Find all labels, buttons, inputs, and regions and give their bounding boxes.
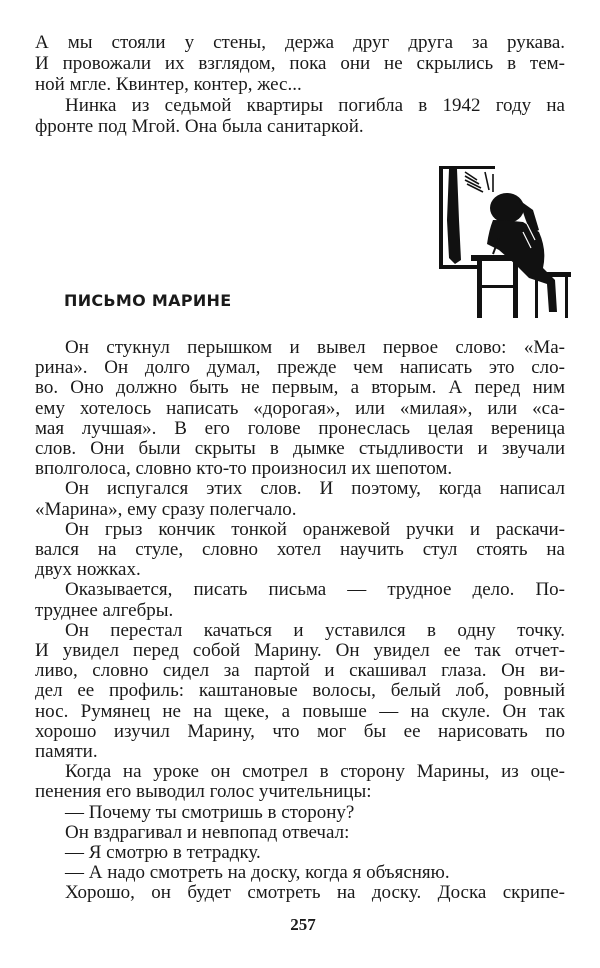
paragraph [35, 479, 565, 519]
text-line: слов. Они были скрыты в дымке стыдливости и звучали [35, 438, 565, 460]
paragraph [35, 32, 565, 95]
paragraph [35, 823, 565, 843]
paragraph [35, 621, 565, 762]
paragraph [35, 95, 565, 137]
text-line: — Почему ты смотришь в сторону? [65, 801, 355, 823]
text-line: Хорошо, он будет смотреть на доску. Доска скрипе- [65, 882, 565, 904]
text-line: вался на стуле, словно хотел научить стул стоять на [35, 539, 565, 561]
text-line: мая лучшая». В его голове пронеслась целая вереница [35, 417, 565, 439]
text-line: Он испугался этих слов. И поэтому, когда написал [65, 478, 565, 500]
text-line: Оказывается, писать письма — трудное дело. По- [65, 579, 565, 601]
text-line: — А надо смотреть на доску, когда я объясняю. [65, 862, 450, 884]
paragraph [35, 843, 565, 863]
paragraph [35, 863, 565, 883]
paragraph [35, 803, 565, 823]
text-line: «Марина», ему сразу полегчало. [35, 498, 297, 520]
text-line: дел ее профиль: каштановые волосы, белый лоб, ровный [35, 680, 565, 702]
paragraph [35, 520, 565, 581]
text-line: фронте под Мгой. Она была санитаркой. [35, 116, 364, 137]
text-line: Он вздрагивал и невпопад отвечал: [65, 821, 350, 843]
text-line: Когда на уроке он смотрел в сторону Марины, из оце- [65, 761, 565, 783]
text-line: двух ножках. [35, 559, 141, 581]
page-number: 257 [290, 915, 316, 934]
text-line: пенения его выводил голос учительницы: [35, 781, 372, 803]
text-line: вполголоса, словно кто-то произносил их шепотом. [35, 458, 453, 480]
text-line: хорошо изучил Марину, что мог бы ее нарисовать по [35, 720, 565, 742]
text-line: И провожали их взглядом, пока они не скрылись в тем- [35, 53, 565, 74]
text-line: ливо, словно сидел за партой и скашивал глаза. Он ви- [35, 660, 565, 682]
chapter-heading: ПИСЬМО МАРИНЕ [64, 291, 232, 310]
text-line: Он грыз кончик тонкой оранжевой ручки и раскачи- [65, 518, 565, 540]
text-block-top [35, 32, 565, 137]
text-line: Нинка из седьмой квартиры погибла в 1942 году на [65, 95, 565, 116]
paragraph [35, 883, 565, 903]
paragraph [35, 338, 565, 479]
text-line: труднее алгебры. [35, 599, 174, 621]
text-line: — Я смотрю в тетрадку. [65, 842, 261, 864]
text-line: во. Оно должно быть не первым, а вторым. А перед ним [35, 377, 565, 399]
paragraph [35, 762, 565, 802]
text-line: А мы стояли у стены, держа друг друга за рукава. [35, 32, 565, 53]
text-line: Он стукнул перышком и вывел первое слово: «Ма- [65, 337, 565, 358]
text-line: И увидел перед собой Марину. Он увидел ее так отчет- [35, 640, 565, 662]
text-line: рина». Он долго думал, прежде чем написать это сло- [35, 357, 565, 379]
text-line: памяти. [35, 741, 98, 763]
illustration-boy-writing-at-desk [435, 160, 580, 330]
text-line: нос. Румянец не на щеке, а повыше — на скуле. Он так [35, 700, 565, 722]
text-block-chapter [35, 338, 565, 904]
text-line: ной мгле. Квинтер, контер, жес... [35, 74, 302, 95]
text-line: Он перестал качаться и уставился в одну точку. [65, 619, 565, 641]
paragraph [35, 580, 565, 620]
text-line: ему хотелось написать «дорогая», или «милая», или «са- [35, 397, 565, 419]
